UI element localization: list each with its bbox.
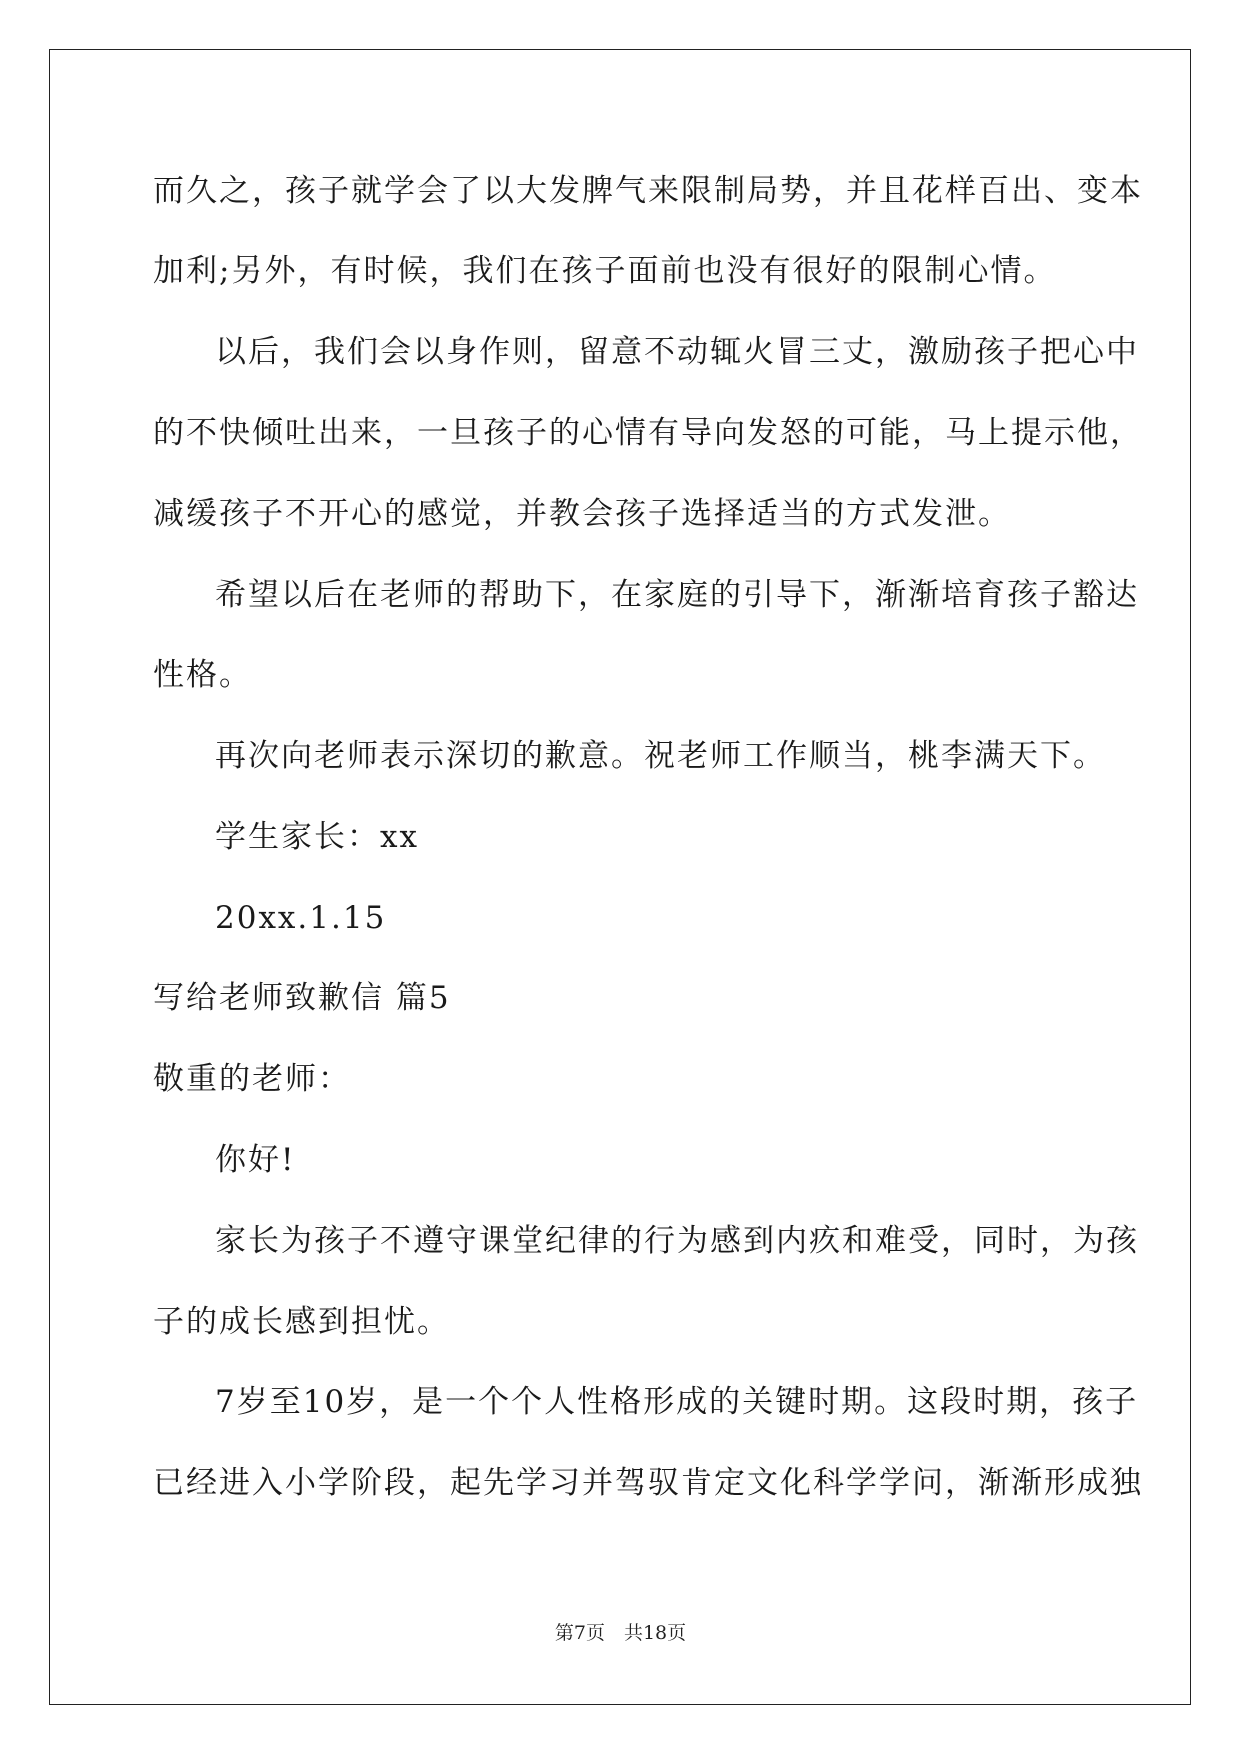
body-line: 性格。 — [153, 657, 252, 693]
signature-line: 学生家长：xx — [215, 819, 419, 855]
body-line: 以后，我们会以身作则，留意不动辄火冒三丈，激励孩子把心中 — [215, 334, 1139, 370]
page-border — [49, 49, 1191, 1705]
body-line: 而久之，孩子就学会了以大发脾气来限制局势，并且花样百出、变本 — [153, 173, 1143, 209]
body-line: 家长为孩子不遵守课堂纪律的行为感到内疚和难受，同时，为孩 — [215, 1223, 1139, 1259]
body-line: 子的成长感到担忧。 — [153, 1304, 450, 1340]
section-title: 写给老师致歉信 篇5 — [153, 980, 451, 1016]
body-line: 的不快倾吐出来，一旦孩子的心情有导向发怒的可能，马上提示他， — [153, 415, 1143, 451]
page-number-footer: 第7页 共18页 — [554, 1622, 687, 1644]
body-line: 减缓孩子不开心的感觉，并教会孩子选择适当的方式发泄。 — [153, 496, 1011, 532]
body-line: 7岁至10岁，是一个个人性格形成的关键时期。这段时期，孩子 — [215, 1384, 1139, 1420]
salutation: 敬重的老师： — [153, 1061, 351, 1097]
greeting: 你好! — [215, 1142, 296, 1178]
date-line: 20xx.1.15 — [215, 900, 387, 936]
body-line: 加利;另外，有时候，我们在孩子面前也没有很好的限制心情。 — [153, 253, 1057, 289]
body-line: 希望以后在老师的帮助下，在家庭的引导下，渐渐培育孩子豁达 — [215, 577, 1139, 613]
body-line: 已经进入小学阶段，起先学习并驾驭肯定文化科学学问，渐渐形成独 — [153, 1465, 1143, 1501]
body-line: 再次向老师表示深切的歉意。祝老师工作顺当，桃李满天下。 — [215, 738, 1106, 774]
